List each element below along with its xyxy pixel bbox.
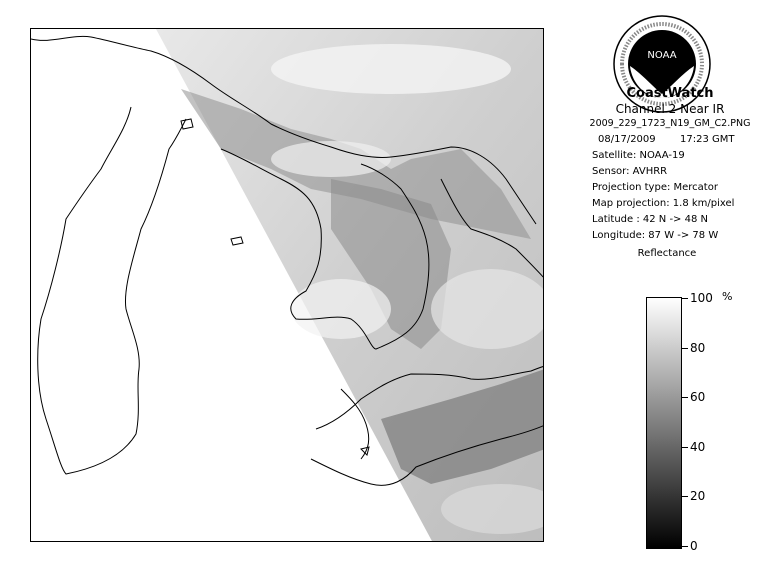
projection-type: Projection type: Mercator	[592, 182, 718, 193]
colorbar-tick	[682, 447, 688, 448]
capture-time: 17:23 GMT	[680, 134, 735, 145]
cloud-mass	[271, 44, 511, 94]
capture-date: 08/17/2009	[598, 134, 656, 145]
colorbar-tick	[682, 348, 688, 349]
colorbar-tick-label: 20	[690, 489, 706, 504]
colorbar-label: Reflectance	[637, 248, 697, 259]
longitude-range: Longitude: 87 W -> 78 W	[592, 230, 719, 241]
satellite-label: Satellite: NOAA-19	[592, 150, 685, 161]
app-title: CoastWatch	[626, 86, 714, 101]
reflectance-colorbar	[646, 297, 682, 549]
colorbar-tick-label: 80	[690, 340, 706, 355]
channel-name: Channel 2 Near IR	[615, 102, 725, 116]
satellite-map	[30, 28, 544, 542]
colorbar-tick-label: 0	[690, 539, 698, 553]
file-name: 2009_229_1723_N19_GM_C2.PNG	[589, 118, 751, 129]
colorbar-tick	[682, 546, 688, 547]
colorbar-tick-label: 40	[690, 439, 706, 454]
latitude-range: Latitude : 42 N -> 48 N	[592, 214, 708, 225]
colorbar-tick-label: 60	[690, 390, 706, 405]
colorbar-tick	[682, 397, 688, 398]
map-projection: Map projection: 1.8 km/pixel	[592, 198, 735, 209]
colorbar-tick-label: 100	[690, 291, 713, 305]
island-outline	[231, 237, 243, 245]
colorbar-tick	[682, 298, 688, 299]
cloud-mass	[271, 141, 391, 177]
colorbar-tick	[682, 496, 688, 497]
cloud-mass	[291, 279, 391, 339]
logo-text: NOAA	[647, 50, 677, 61]
colorbar-unit: %	[722, 290, 733, 303]
sensor-label: Sensor: AVHRR	[592, 166, 668, 177]
lake-michigan-coast	[38, 107, 186, 474]
island-outline	[181, 119, 193, 129]
map-canvas	[31, 29, 544, 542]
